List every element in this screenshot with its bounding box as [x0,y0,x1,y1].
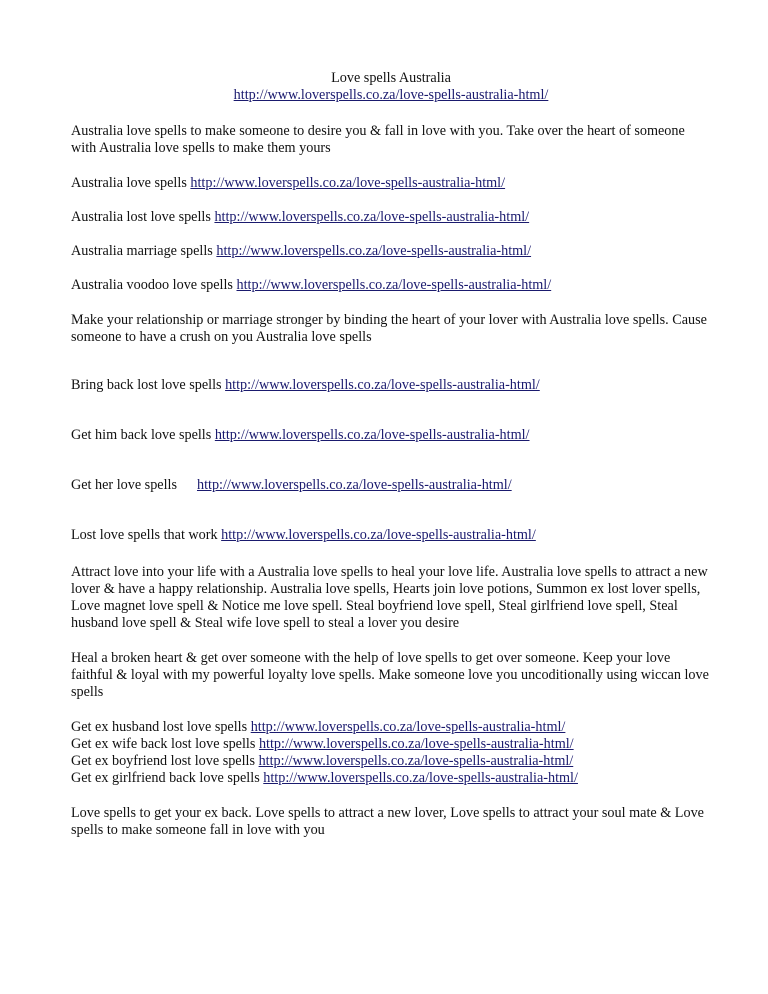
list-item [71,753,711,770]
list-item-label: Australia love spells [71,175,191,191]
list-item [71,477,711,494]
list-item-label: Australia marriage spells [71,243,217,259]
binding-paragraph: Make your relationship or marriage stronger by binding the heart of your lover with Australia love spells. Cause someone to have a crush on you Australia love spells [71,312,707,345]
intro-paragraph: Australia love spells to make someone to desire you & fall in love with you. Take over the heart of someone with Australia love spells to make them yours [71,123,685,156]
list-item [71,736,711,753]
list-item [71,427,711,444]
list-item [71,527,711,544]
list-item-label: Get her love spells [71,477,177,493]
list-item-label: Australia voodoo love spells [71,277,237,293]
list-item-link[interactable]: http://www.loverspells.co.za/love-spells-australia-html/ [196,477,512,493]
heal-paragraph: Heal a broken heart & get over someone with the help of love spells to get over someone. Keep your love faithful & loyal with my powerful loyalty love spells. Make someone love you uncoditionally using wiccan love spells [71,650,709,700]
list-item-label: Get ex husband lost love spells [71,719,251,735]
list-item-link[interactable]: http://www.loverspells.co.za/love-spells-australia-html/ [214,209,530,225]
list-item-label: Get ex wife back lost love spells [71,736,259,752]
list-item-link[interactable]: http://www.loverspells.co.za/love-spells-australia-html/ [236,277,552,293]
document-title: Love spells Australia [331,70,451,86]
document-page [71,70,711,839]
closing-paragraph: Love spells to get your ex back. Love spells to attract a new lover, Love spells to attract your soul mate & Love spells to make someone fall in love with you [71,805,704,838]
list-item-link[interactable]: http://www.loverspells.co.za/love-spells-australia-html/ [190,175,506,191]
list-item [71,175,711,192]
list-item-link[interactable]: http://www.loverspells.co.za/love-spells-australia-html/ [258,736,574,752]
list-item-link[interactable]: http://www.loverspells.co.za/love-spells-australia-html/ [250,719,566,735]
list-item [71,377,711,394]
list-item-link[interactable]: http://www.loverspells.co.za/love-spells-australia-html/ [225,377,540,393]
attract-paragraph: Attract love into your life with a Australia love spells to heal your love life. Australia love spells to attract a new lover & have a happy relationship. Australia love spells, Hearts join love potions, Summon ex lost lover spells, Love magnet love spell & Notice me love spell. Steal boyfriend love spell, Steal girlfriend love spell, Steal husband love spell & Steal wife love spell to steal a lover you desire [71,564,708,631]
list-item-label: Bring back lost love spells [71,377,226,393]
list-item-link[interactable]: http://www.loverspells.co.za/love-spells-australia-html/ [221,527,536,543]
list-item-label: Get ex boyfriend lost love spells [71,753,259,769]
list-item-link[interactable]: http://www.loverspells.co.za/love-spells-australia-html/ [258,753,574,769]
list-item-label: Australia lost love spells [71,209,215,225]
list-item-link[interactable]: http://www.loverspells.co.za/love-spells-australia-html/ [216,243,532,259]
list-item [71,277,711,294]
list-item-label: Get ex girlfriend back love spells [71,770,264,786]
list-item-label: Lost love spells that work [71,527,222,543]
list-item [71,243,711,260]
list-item [71,770,711,787]
list-item-link[interactable]: http://www.loverspells.co.za/love-spells-australia-html/ [263,770,578,786]
list-item-link[interactable]: http://www.loverspells.co.za/love-spells-australia-html/ [214,427,530,443]
list-item [71,719,711,736]
list-item-label: Get him back love spells [71,427,215,443]
list-item [71,209,711,226]
header-link[interactable]: http://www.loverspells.co.za/love-spells-australia-html/ [233,87,549,103]
